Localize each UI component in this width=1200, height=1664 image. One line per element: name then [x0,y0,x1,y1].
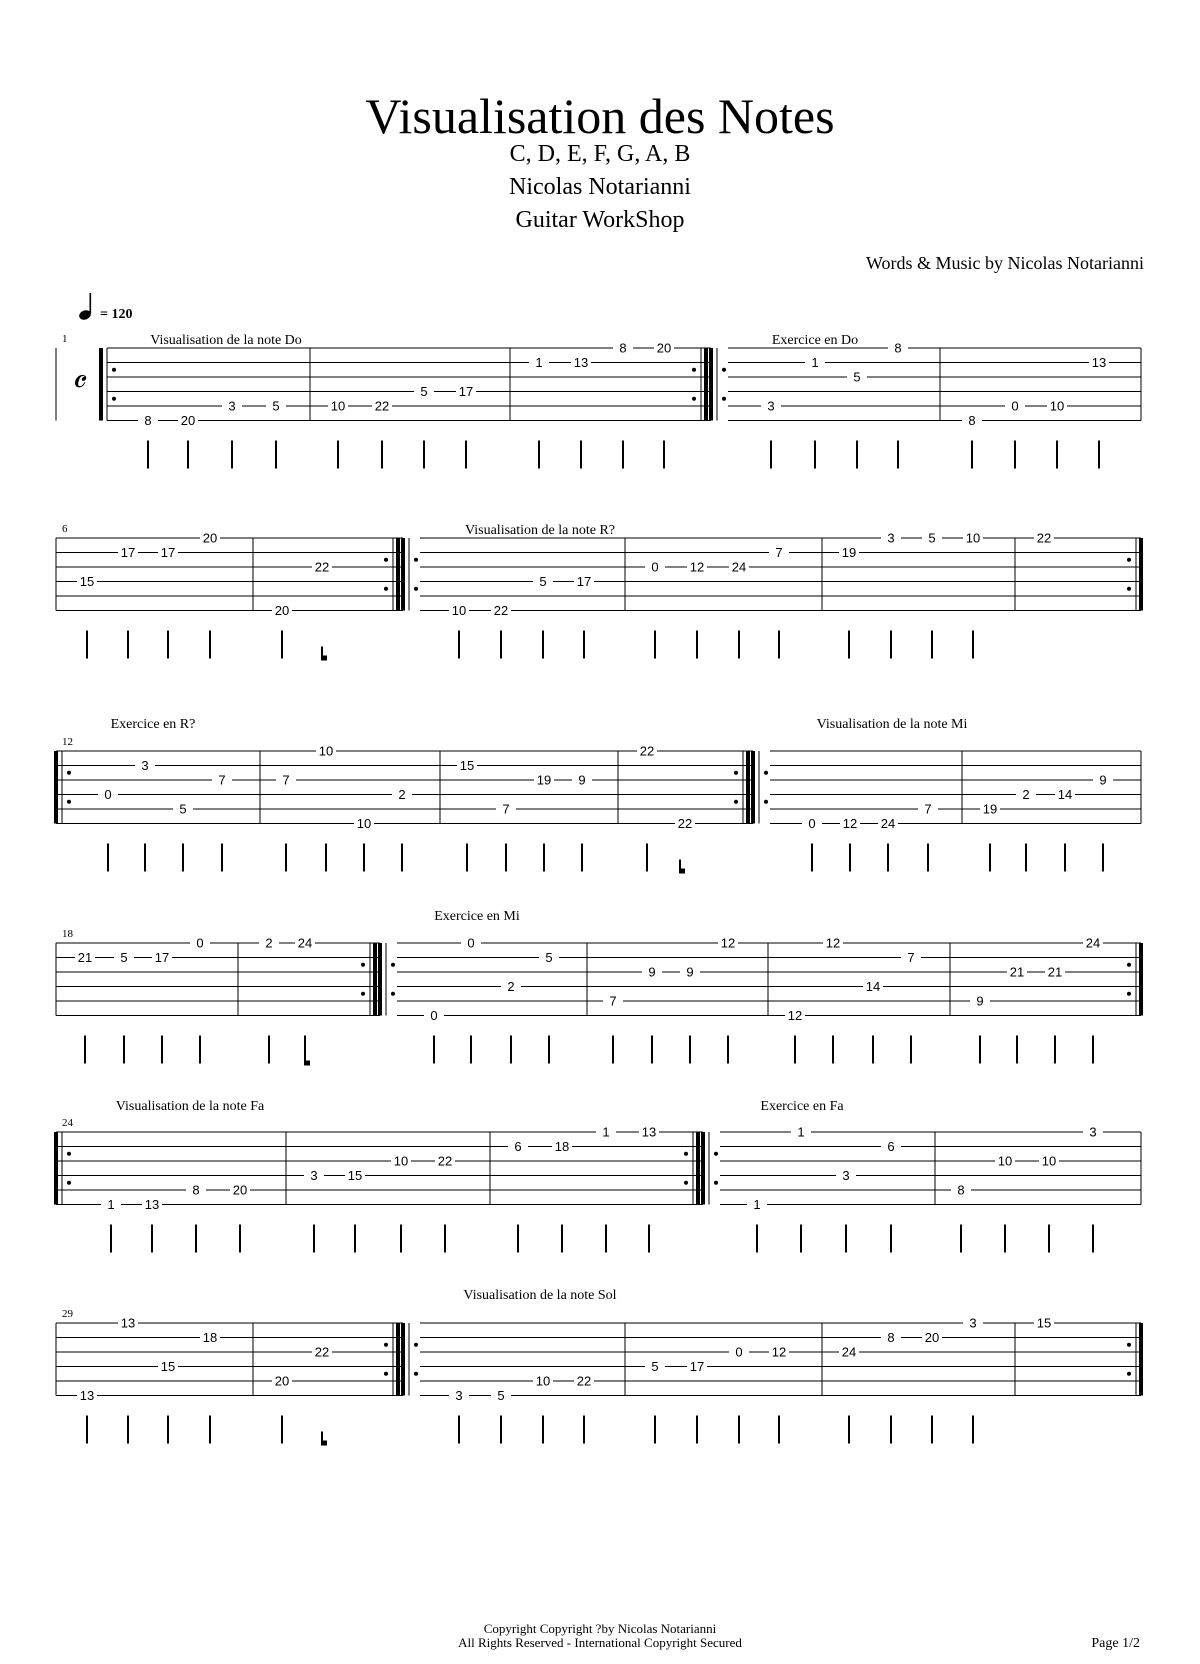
repeat-dot [722,397,726,401]
section-label: Visualisation de la note Do [150,333,302,348]
fret-number: 1 [535,355,543,370]
fret-number: 22 [493,603,509,618]
fret-number: 7 [775,545,783,560]
fret-number: 21 [1009,964,1025,980]
fret-number: 22 [314,1344,330,1360]
repeat-dot [1127,1343,1131,1347]
fret-number: 2 [398,787,406,802]
fret-number: 24 [880,816,896,831]
fret-number: 20 [180,413,196,428]
fret-number: 10 [318,743,334,759]
rhythm-mark [322,656,327,661]
fret-number: 7 [218,772,226,788]
repeat-dot [734,800,738,804]
fret-number: 10 [356,816,372,831]
section-label: Visualisation de la note Mi [816,717,968,732]
repeat-dot [67,1152,71,1156]
time-signature-icon: 𝄴 [70,364,85,400]
fret-number: 17 [576,574,592,589]
repeat-dot [67,800,71,804]
repeat-dot [67,771,71,775]
fret-number: 2 [265,935,273,951]
copyright-line: Copyright Copyright ?by Nicolas Notarianni [483,1621,717,1636]
fret-number: 7 [924,801,932,817]
fret-number: 20 [274,603,290,618]
fret-number: 6 [887,1139,895,1154]
fret-number: 9 [648,964,656,980]
repeat-dot [714,1181,718,1185]
fret-number: 0 [467,935,475,951]
fret-number: 5 [539,574,547,589]
repeat-dot [692,397,696,401]
fret-number: 5 [853,369,861,385]
fret-number: 8 [192,1182,200,1198]
fret-number: 14 [1057,787,1073,802]
system-number: 1 [62,333,68,345]
repeat-dot [684,1181,688,1185]
fret-number: 22 [639,743,655,759]
fret-number: 3 [1089,1124,1097,1140]
fret-number: 15 [459,758,475,773]
fret-number: 9 [686,964,694,980]
fret-number: 15 [79,574,95,589]
fret-number: 3 [842,1168,850,1183]
fret-number: 17 [154,950,170,965]
fret-number: 19 [841,545,857,560]
fret-number: 3 [310,1168,318,1183]
song-subtitle: C, D, E, F, G, A, B [509,141,691,167]
fret-number: 22 [437,1153,453,1169]
system-number: 6 [62,523,68,535]
fret-number: 10 [393,1153,409,1169]
rhythm-mark [305,1061,310,1066]
fret-number: 19 [536,772,552,788]
repeat-dot [1127,963,1131,967]
fret-number: 5 [928,530,936,546]
section-label: Visualisation de la note R? [464,523,616,538]
system-number: 18 [62,928,73,940]
fret-number: 22 [374,398,390,414]
fret-number: 3 [767,398,775,414]
fret-number: 7 [907,950,915,965]
system-number: 24 [62,1117,73,1129]
fret-number: 13 [144,1197,160,1212]
fret-number: 1 [811,355,819,370]
fret-number: 0 [1011,398,1019,414]
fret-number: 18 [202,1330,218,1345]
repeat-dot [684,1152,688,1156]
fret-number: 8 [968,413,976,428]
fret-number: 7 [609,993,617,1009]
fret-number: 8 [619,340,627,356]
fret-number: 1 [602,1124,610,1140]
repeat-dot [1127,558,1131,562]
artist-name: Nicolas Notarianni [509,174,691,200]
fret-number: 3 [887,530,895,546]
fret-number: 8 [144,413,152,428]
fret-number: 0 [651,559,659,575]
rights-line: All Rights Reserved - International Copyright Secured [458,1635,742,1650]
fret-number: 21 [77,950,93,965]
fret-number: 19 [982,801,998,817]
fret-number: 10 [451,603,467,618]
fret-number: 2 [507,979,515,994]
fret-number: 3 [969,1315,977,1331]
tempo-value: = 120 [100,307,133,322]
fret-number: 8 [887,1330,895,1345]
fret-number: 17 [120,545,136,560]
rhythm-mark [322,1441,327,1446]
fret-number: 22 [576,1373,592,1389]
fret-number: 7 [502,801,510,817]
repeat-dot [764,800,768,804]
fret-number: 13 [641,1124,657,1140]
section-label: Exercice en R? [110,717,196,732]
section-label: Exercice en Mi [434,909,520,924]
fret-number: 12 [720,935,736,951]
fret-number: 6 [514,1139,522,1154]
fret-number: 20 [274,1373,290,1389]
fret-number: 15 [160,1359,176,1374]
repeat-dot [384,587,388,591]
section-label: Visualisation de la note Fa [115,1099,265,1114]
fret-number: 14 [865,979,881,994]
fret-number: 0 [196,935,204,951]
fret-number: 18 [554,1139,570,1154]
repeat-dot [384,1343,388,1347]
fret-number: 12 [825,935,841,951]
rhythm-mark [680,869,685,874]
repeat-dot [714,1152,718,1156]
repeat-dot [361,992,365,996]
section-label: Exercice en Do [771,333,859,348]
system-number: 29 [62,1308,73,1320]
fret-number: 24 [1085,935,1101,951]
fret-number: 8 [957,1182,965,1198]
fret-number: 5 [545,950,553,965]
fret-number: 1 [107,1197,115,1212]
fret-number: 22 [1036,530,1052,546]
repeat-dot [391,963,395,967]
page-number: Page 1/2 [1091,1636,1140,1651]
credit-line: Words & Music by Nicolas Notarianni [865,253,1144,273]
fret-number: 22 [314,559,330,575]
fret-number: 1 [753,1197,761,1212]
fret-number: 0 [430,1008,438,1023]
fret-number: 22 [677,816,693,831]
fret-number: 10 [330,398,346,414]
repeat-dot [414,1343,418,1347]
fret-number: 24 [841,1344,857,1360]
fret-number: 15 [1036,1315,1052,1331]
fret-number: 5 [179,801,187,817]
fret-number: 12 [771,1344,787,1360]
fret-number: 0 [808,816,816,831]
fret-number: 1 [797,1124,805,1140]
repeat-dot [1127,1372,1131,1376]
fret-number: 10 [965,530,981,546]
section-label: Exercice en Fa [760,1099,844,1114]
fret-number: 20 [656,340,672,356]
repeat-dot [112,368,116,372]
fret-number: 15 [347,1168,363,1183]
fret-number: 21 [1047,964,1063,980]
repeat-dot [414,558,418,562]
fret-number: 10 [1049,398,1065,414]
repeat-dot [734,771,738,775]
system-number: 12 [62,736,73,748]
fret-number: 7 [282,772,290,788]
repeat-dot [67,1181,71,1185]
repeat-dot [764,771,768,775]
fret-number: 5 [497,1388,505,1403]
fret-number: 9 [1099,772,1107,788]
song-title: Visualisation des Notes [365,88,835,144]
fret-number: 13 [1091,355,1107,370]
fret-number: 3 [228,398,236,414]
repeat-dot [384,558,388,562]
repeat-dot [414,587,418,591]
repeat-dot [722,368,726,372]
fret-number: 9 [976,993,984,1009]
repeat-dot [1127,587,1131,591]
repeat-dot [391,992,395,996]
fret-number: 3 [455,1388,463,1403]
fret-number: 9 [578,772,586,788]
fret-number: 0 [104,787,112,802]
fret-number: 2 [1022,787,1030,802]
fret-number: 17 [160,545,176,560]
fret-number: 0 [735,1344,743,1360]
album-name: Guitar WorkShop [515,207,685,233]
fret-number: 20 [232,1182,248,1198]
fret-number: 10 [535,1373,551,1389]
fret-number: 24 [297,935,313,951]
fret-number: 13 [79,1388,95,1403]
repeat-dot [361,963,365,967]
repeat-dot [414,1372,418,1376]
fret-number: 12 [787,1008,803,1023]
fret-number: 8 [894,340,902,356]
fret-number: 24 [731,559,747,575]
fret-number: 10 [997,1153,1013,1169]
fret-number: 5 [272,398,280,414]
fret-number: 17 [689,1359,705,1374]
fret-number: 13 [573,355,589,370]
fret-number: 5 [420,384,428,399]
fret-number: 5 [120,950,128,965]
fret-number: 10 [1041,1153,1057,1169]
repeat-dot [112,397,116,401]
fret-number: 5 [651,1359,659,1374]
fret-number: 20 [924,1330,940,1345]
fret-number: 13 [120,1315,136,1331]
repeat-dot [384,1372,388,1376]
fret-number: 12 [842,816,858,831]
repeat-dot [1127,992,1131,996]
repeat-dot [692,368,696,372]
fret-number: 12 [689,559,705,575]
fret-number: 17 [458,384,474,399]
section-label: Visualisation de la note Sol [463,1288,617,1303]
fret-number: 3 [141,758,149,773]
fret-number: 20 [202,530,218,546]
